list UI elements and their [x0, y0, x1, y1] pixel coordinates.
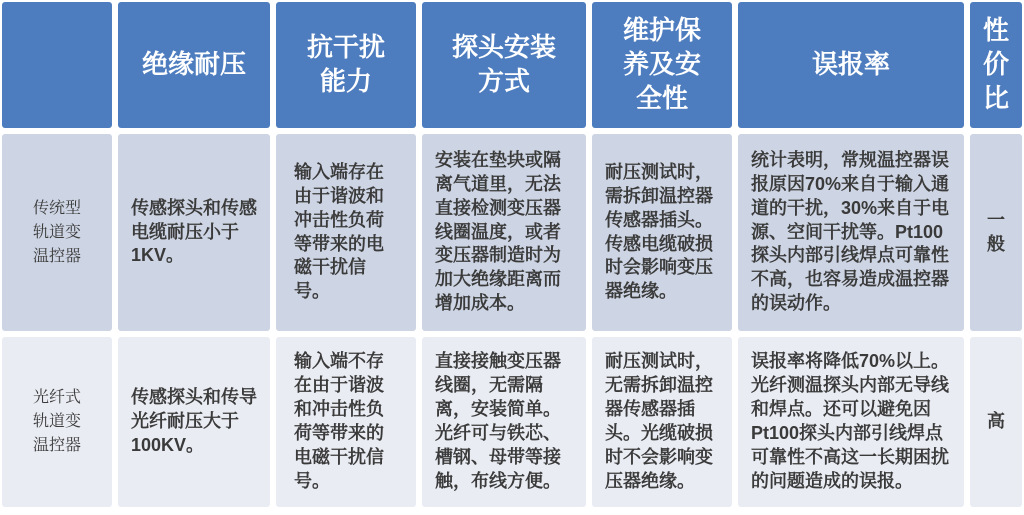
header-cell-maintenance-safety	[592, 2, 732, 128]
row-fiber-probe-installation-cell	[422, 337, 586, 507]
row-traditional-insulation-cell	[118, 134, 270, 331]
row-fiber-cost-performance-cell	[970, 337, 1022, 507]
header-cell-anti-interference	[276, 2, 416, 128]
row-traditional-cost-performance-cell	[970, 134, 1022, 331]
header-cell-insulation	[118, 2, 270, 128]
header-cell-false-alarm-rate	[738, 2, 964, 128]
row-fiber-insulation: 传感探头和传导光纤耐压大于100KV。	[131, 387, 257, 455]
row-traditional-cost-performance: 一般	[987, 209, 1005, 254]
row-fiber-insulation-cell	[118, 337, 270, 507]
row-fiber-cost-performance: 高	[987, 411, 1005, 432]
row-fiber-maintenance-safety-cell	[592, 337, 732, 507]
row-fiber-name-cell	[2, 337, 112, 507]
header-corner-cell	[2, 2, 112, 128]
header-cell-probe-installation	[422, 2, 586, 128]
header-label-maintenance-safety: 维护保养及安全性	[622, 15, 701, 113]
row-traditional-name: 传统型轨道变温控器	[32, 199, 81, 265]
row-traditional-probe-installation-cell	[422, 134, 586, 331]
row-fiber-probe-installation: 直接接触变压器线圈，无需隔离，安装简单。光纤可与铁芯、槽钢、母带等接触，布线方便。	[435, 351, 561, 491]
row-traditional-probe-installation: 安装在垫块或隔离气道里，无法直接检测变压器线圈温度，或者变压器制造时为加大绝缘距离而增加成本。	[435, 149, 561, 314]
header-label-anti-interference: 抗干扰能力	[306, 32, 385, 96]
header-cell-cost-performance	[970, 2, 1022, 128]
row-traditional-maintenance-safety-cell	[592, 134, 732, 331]
row-traditional-false-alarm-rate-cell	[738, 134, 964, 331]
row-traditional-name-cell	[2, 134, 112, 331]
header-label-cost-performance: 性价比	[982, 15, 1009, 113]
row-fiber-false-alarm-rate-cell	[738, 337, 964, 507]
header-label-probe-installation: 探头安装方式	[451, 32, 556, 96]
row-traditional-anti-interference: 输入端存在由于谐波和冲击性负荷等带来的电磁干扰信号。	[294, 161, 384, 302]
row-traditional-anti-interference-cell	[276, 134, 416, 331]
header-label-false-alarm-rate: 误报率	[811, 49, 890, 80]
row-traditional-insulation: 传感探头和传感电缆耐压小于1KV。	[131, 197, 257, 266]
row-traditional-false-alarm-rate: 统计表明，常规温控器误报原因70%来自于输入通道的干扰，30%来自于电源、空间干扰等。Pt100探头内部引线焊点可靠性不高，也容易造成温控器的误动作。	[751, 149, 950, 314]
header-label-insulation: 绝缘耐压	[141, 49, 246, 80]
row-traditional-maintenance-safety: 耐压测试时，需拆卸温控器传感器插头。传感电缆破损时会影响变压器绝缘。	[605, 161, 713, 302]
row-fiber-maintenance-safety: 耐压测试时，无需拆卸温控器传感器插头。光缆破损时不会影响变压器绝缘。	[605, 351, 713, 491]
row-fiber-false-alarm-rate: 误报率将降低70%以上。光纤测温探头内部无导线和焊点。还可以避免因Pt100探头内部引线焊点可靠性不高这一长期困扰的问题造成的误报。	[751, 351, 950, 491]
row-fiber-name: 光纤式轨道变温控器	[32, 389, 81, 454]
row-fiber-anti-interference: 输入端不存在由于谐波和冲击性负荷等带来的电磁干扰信号。	[294, 351, 384, 491]
row-fiber-anti-interference-cell	[276, 337, 416, 507]
